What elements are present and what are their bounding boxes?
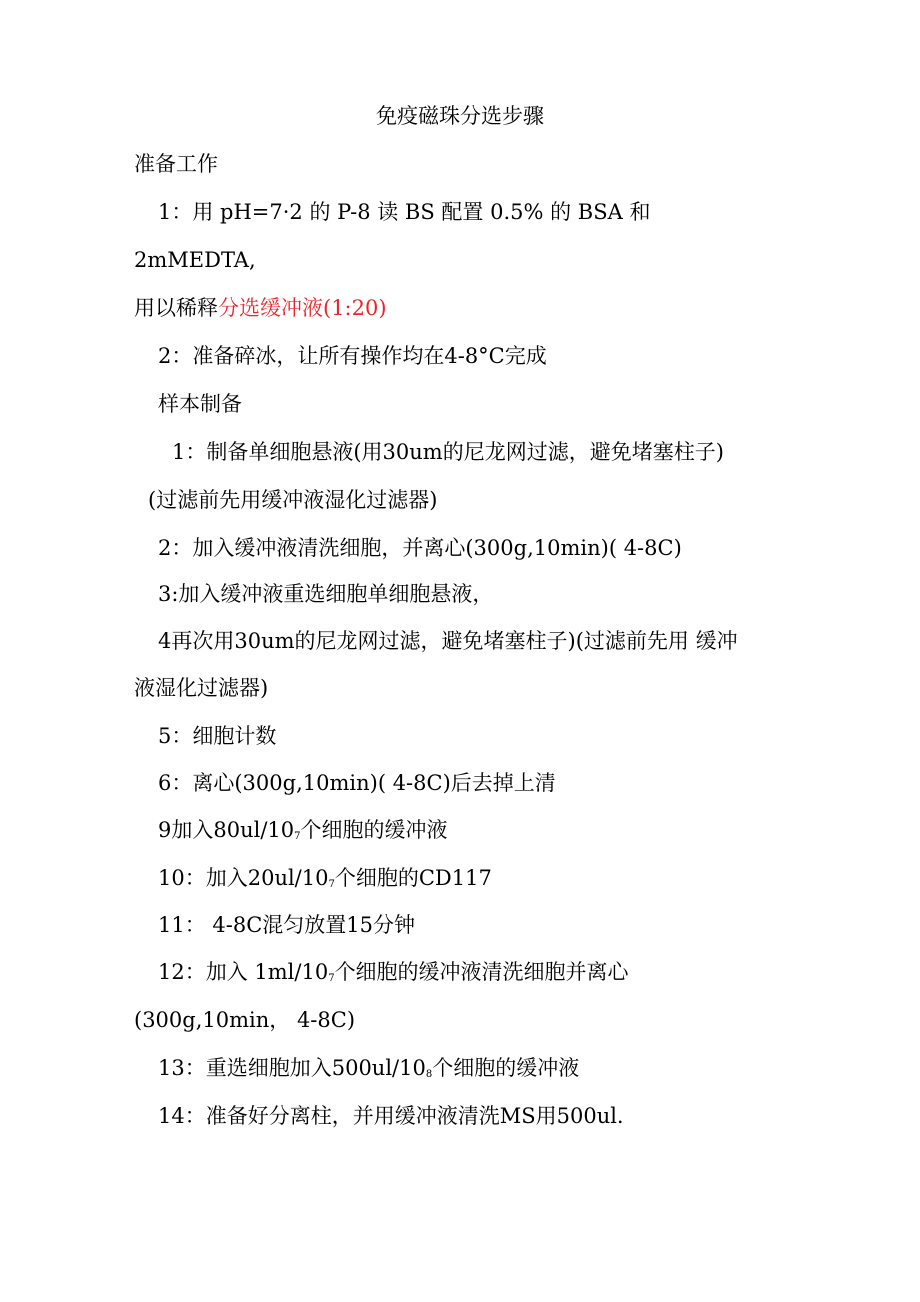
- prep-step-1-line-3: [134, 294, 387, 322]
- document-title: 免疫磁珠分选步骤: [376, 104, 544, 128]
- step-12-text-tail: 个细胞的缓冲液清洗细胞并离心: [334, 960, 629, 984]
- step-9-text: 9加入80ul/10: [158, 818, 295, 842]
- sample-step-1-line-1: 1：制备单细胞悬液(用30um的尼龙网过滤，避免堵塞柱子): [172, 440, 724, 464]
- sample-step-12-line-1: [158, 958, 629, 986]
- prep-step-1-line-1: 1：用 pH=7·2 的 P-8 读 BS 配置 0.5% 的 BSA 和: [158, 200, 651, 224]
- step-13-exponent: 8: [425, 1069, 433, 1080]
- step-10-text-tail: 个细胞的CD117: [334, 866, 492, 890]
- sample-step-4-line-1: 4再次用30um的尼龙网过滤，避免堵塞柱子)(过滤前先用 缓冲: [158, 629, 738, 653]
- step-12-exponent: 7: [328, 973, 335, 984]
- step-10-text: 10：加入20ul/10: [158, 866, 329, 890]
- sample-step-2: 2：加入缓冲液清洗细胞，并离心(300g,10min)( 4-8C): [158, 536, 682, 560]
- step-9-text-tail: 个细胞的缓冲液: [300, 818, 448, 842]
- sample-step-6: 6：离心(300g,10min)( 4-8C)后去掉上清: [158, 771, 556, 795]
- prep-step-2: 2：准备碎冰，让所有操作均在4-8°C完成: [158, 344, 547, 368]
- highlighted-buffer-text: 分选缓冲液(1:20): [218, 296, 387, 320]
- sample-step-10: [158, 864, 492, 892]
- sample-step-11: 11： 4-8C混匀放置15分钟: [158, 913, 416, 937]
- step-10-exponent: 7: [328, 879, 335, 890]
- prep-step-1-text: 用以稀释: [134, 296, 218, 320]
- sample-step-1-line-2: (过滤前先用缓冲液湿化过滤器): [148, 488, 438, 512]
- prep-heading: 准备工作: [134, 152, 218, 176]
- sample-step-4-line-2: 液湿化过滤器): [134, 676, 269, 700]
- sample-step-13: [158, 1054, 579, 1082]
- sample-step-14: 14：准备好分离柱，并用缓冲液清洗MS用500ul.: [158, 1104, 624, 1128]
- sample-step-9: [158, 816, 448, 844]
- sample-step-12-line-2: (300g,10min， 4-8C): [134, 1008, 356, 1032]
- sample-step-5: 5：细胞计数: [158, 724, 277, 748]
- step-9-exponent: 7: [294, 831, 301, 842]
- step-13-text-tail: 个细胞的缓冲液: [432, 1056, 580, 1080]
- step-12-text: 12：加入 1ml/10: [158, 960, 329, 984]
- prep-step-1-line-2: 2mMEDTA,: [134, 248, 256, 272]
- sample-heading: 样本制备: [158, 392, 242, 416]
- sample-step-3: 3:加入缓冲液重选细胞单细胞悬液，: [158, 582, 494, 606]
- step-13-text: 13：重选细胞加入500ul/10: [158, 1056, 426, 1080]
